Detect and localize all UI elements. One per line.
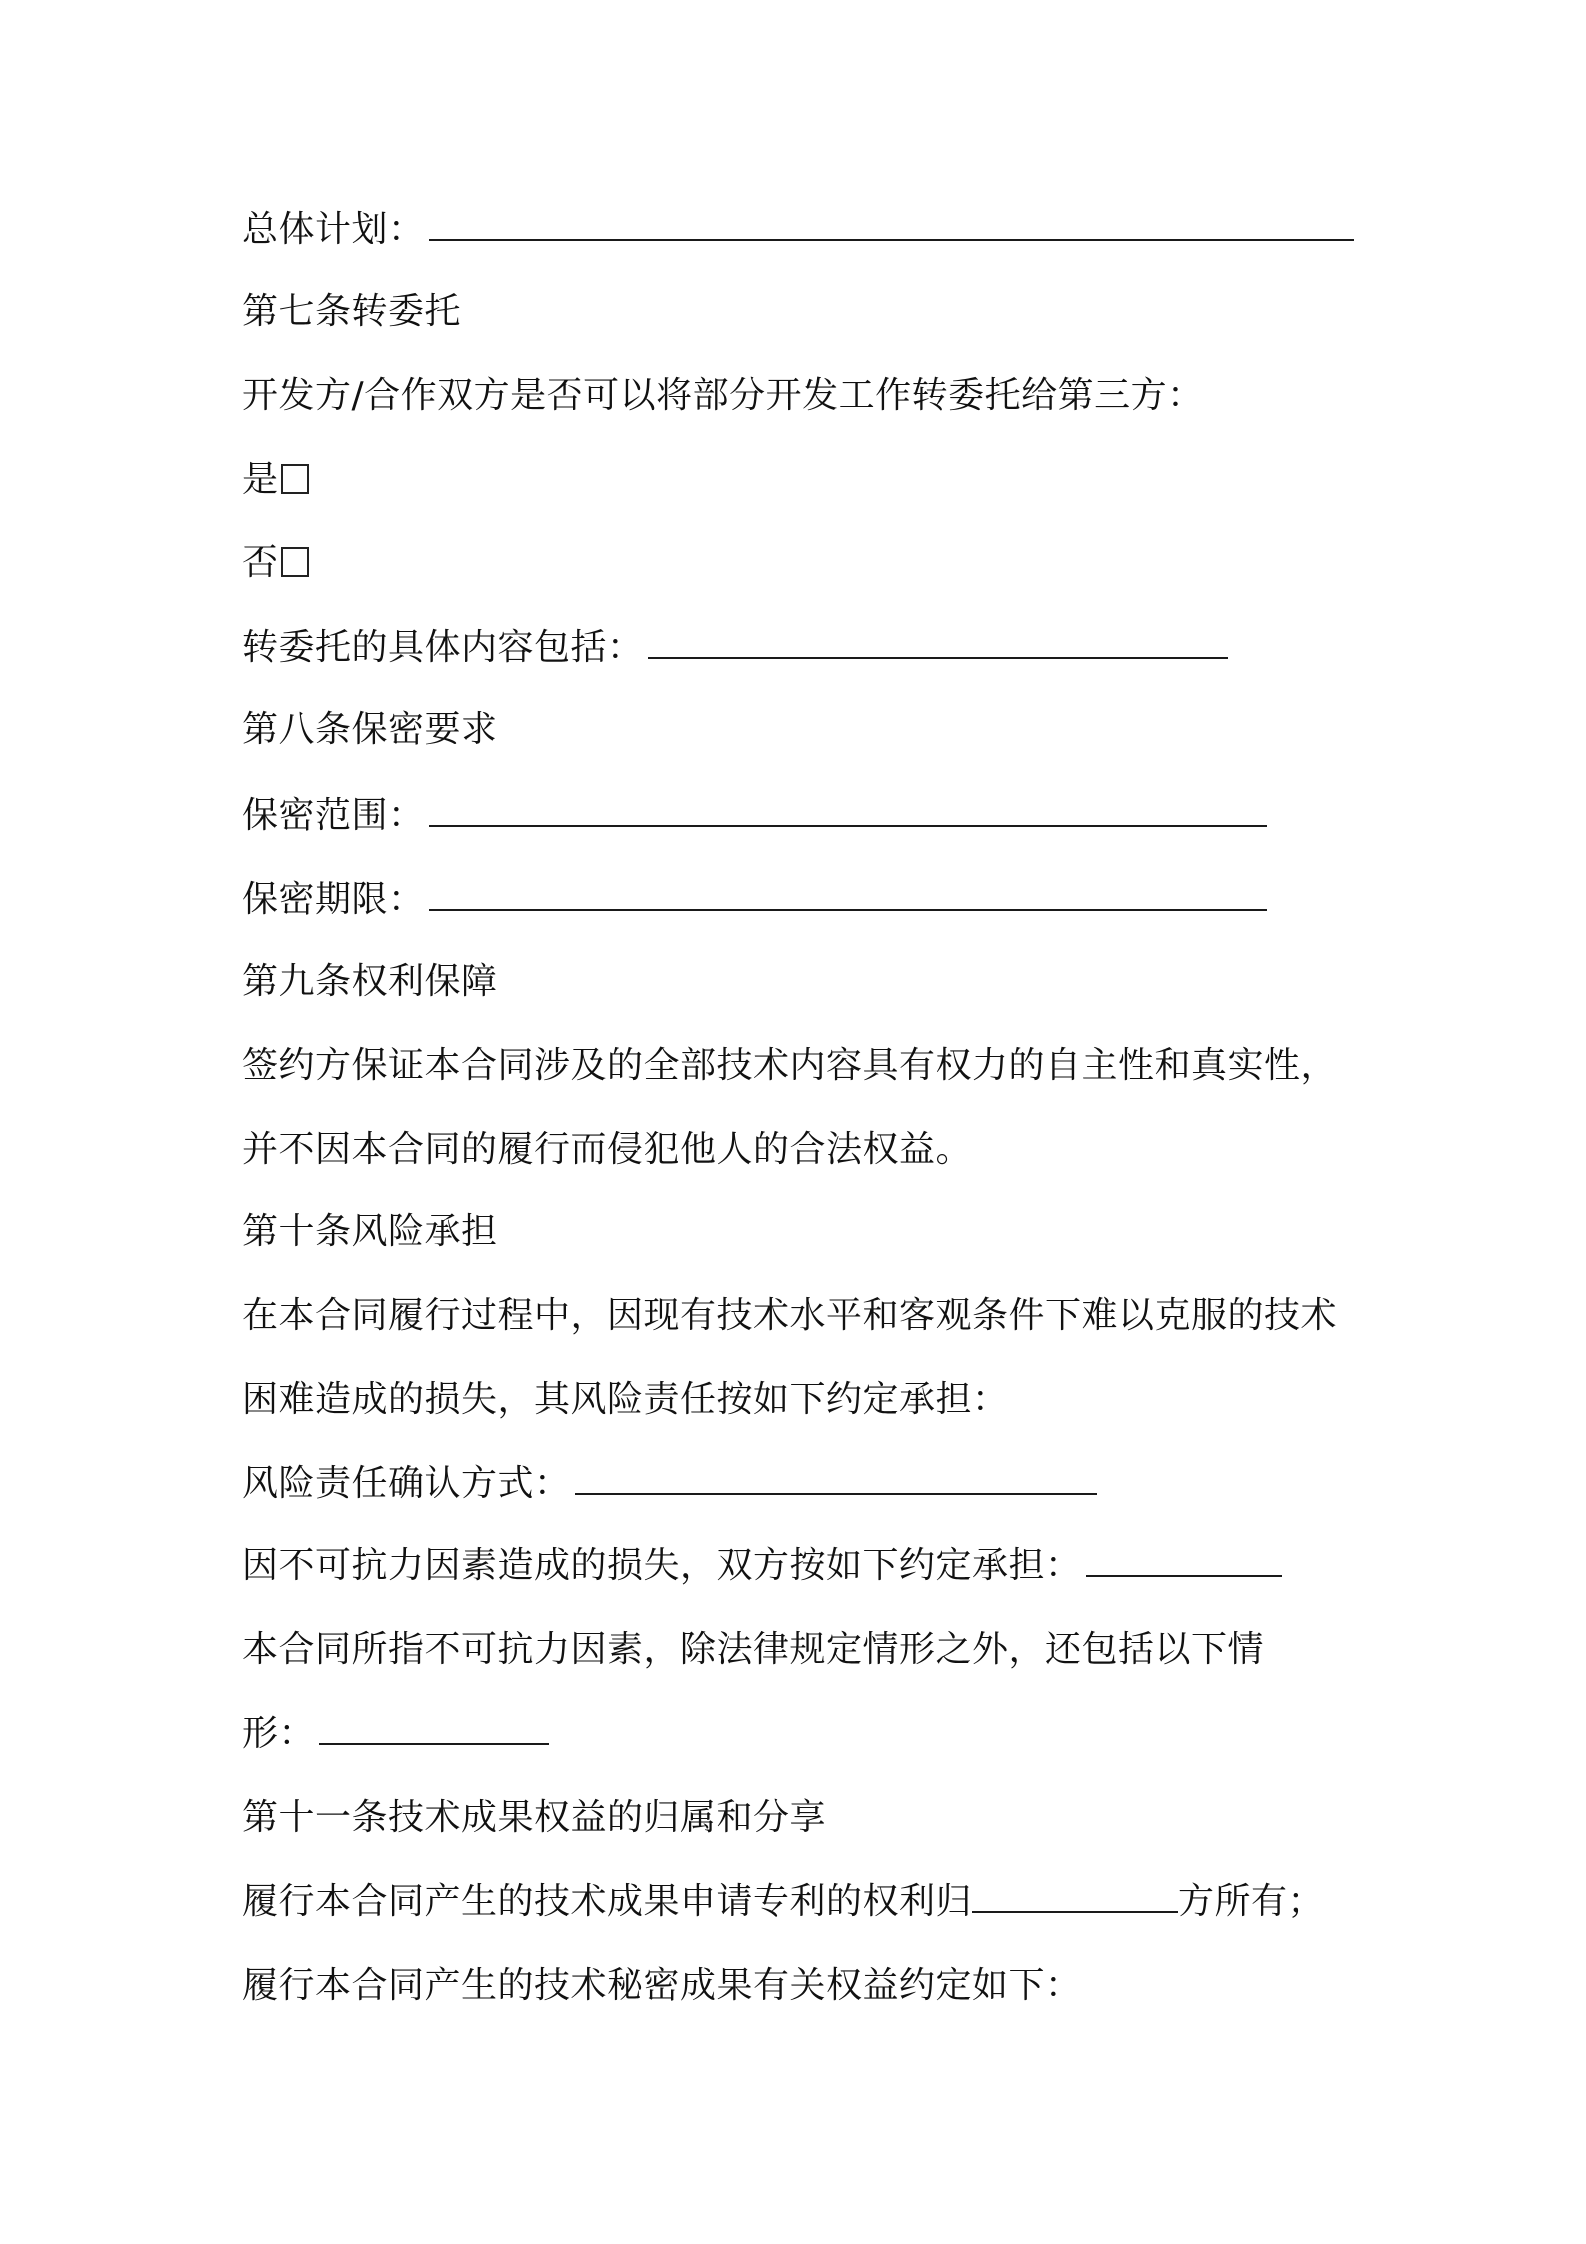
- force-majeure-def-line-1: 本合同所指不可抗力因素，除法律规定情形之外，还包括以下情: [242, 1629, 1265, 1670]
- confidential-scope-label: 保密范围：: [242, 795, 425, 836]
- confidential-period-blank[interactable]: [429, 879, 1267, 911]
- confidential-scope-line: [242, 792, 1267, 840]
- article10-title: 第十条风险承担: [242, 1211, 498, 1252]
- confidential-period-line: [242, 876, 1267, 924]
- article7-title: 第七条转委托: [242, 291, 462, 332]
- option-no-line: [242, 539, 309, 587]
- risk-line-1: 在本合同履行过程中，因现有技术水平和客观条件下难以克服的技术: [242, 1295, 1338, 1336]
- patent-owner-blank[interactable]: [972, 1881, 1178, 1913]
- option-no-label: 否: [242, 542, 279, 583]
- option-yes-line: [242, 456, 309, 504]
- force-majeure-def-line-2: [242, 1710, 549, 1758]
- overall-plan-blank[interactable]: [429, 209, 1354, 241]
- overall-plan-label: 总体计划：: [242, 209, 425, 250]
- subcontract-content-blank[interactable]: [648, 627, 1228, 659]
- force-majeure-def-label: 形：: [242, 1713, 316, 1754]
- article11-title: 第十一条技术成果权益的归属和分享: [242, 1797, 827, 1838]
- force-majeure-label: 因不可抗力因素造成的损失，双方按如下约定承担：: [242, 1545, 1082, 1586]
- yes-checkbox[interactable]: [281, 464, 309, 494]
- subcontract-content-line: [242, 624, 1228, 672]
- option-yes-label: 是: [242, 459, 279, 500]
- patent-suffix: 方所有；: [1178, 1881, 1325, 1922]
- confidential-scope-blank[interactable]: [429, 795, 1267, 827]
- confidential-period-label: 保密期限：: [242, 879, 425, 920]
- force-majeure-blank[interactable]: [1086, 1545, 1282, 1577]
- patent-line: [242, 1878, 1324, 1926]
- no-checkbox[interactable]: [281, 547, 309, 577]
- force-majeure-line: [242, 1542, 1282, 1590]
- overall-plan-line: [242, 206, 1354, 254]
- subcontract-content-label: 转委托的具体内容包括：: [242, 627, 644, 668]
- article8-title: 第八条保密要求: [242, 709, 498, 750]
- risk-confirm-label: 风险责任确认方式：: [242, 1463, 571, 1504]
- risk-confirm-blank[interactable]: [575, 1463, 1097, 1495]
- rights-line-2: 并不因本合同的履行而侵犯他人的合法权益。: [242, 1129, 973, 1170]
- force-majeure-def-blank[interactable]: [319, 1713, 549, 1745]
- secret-results-line: 履行本合同产生的技术秘密成果有关权益约定如下：: [242, 1965, 1082, 2006]
- risk-line-2: 困难造成的损失，其风险责任按如下约定承担：: [242, 1379, 1009, 1420]
- patent-prefix: 履行本合同产生的技术成果申请专利的权利归: [242, 1881, 973, 1922]
- rights-line-1: 签约方保证本合同涉及的全部技术内容具有权力的自主性和真实性，: [242, 1045, 1338, 1086]
- subcontract-question: 开发方/合作双方是否可以将部分开发工作转委托给第三方：: [242, 375, 1204, 416]
- article9-title: 第九条权利保障: [242, 961, 498, 1002]
- risk-confirm-line: [242, 1460, 1097, 1508]
